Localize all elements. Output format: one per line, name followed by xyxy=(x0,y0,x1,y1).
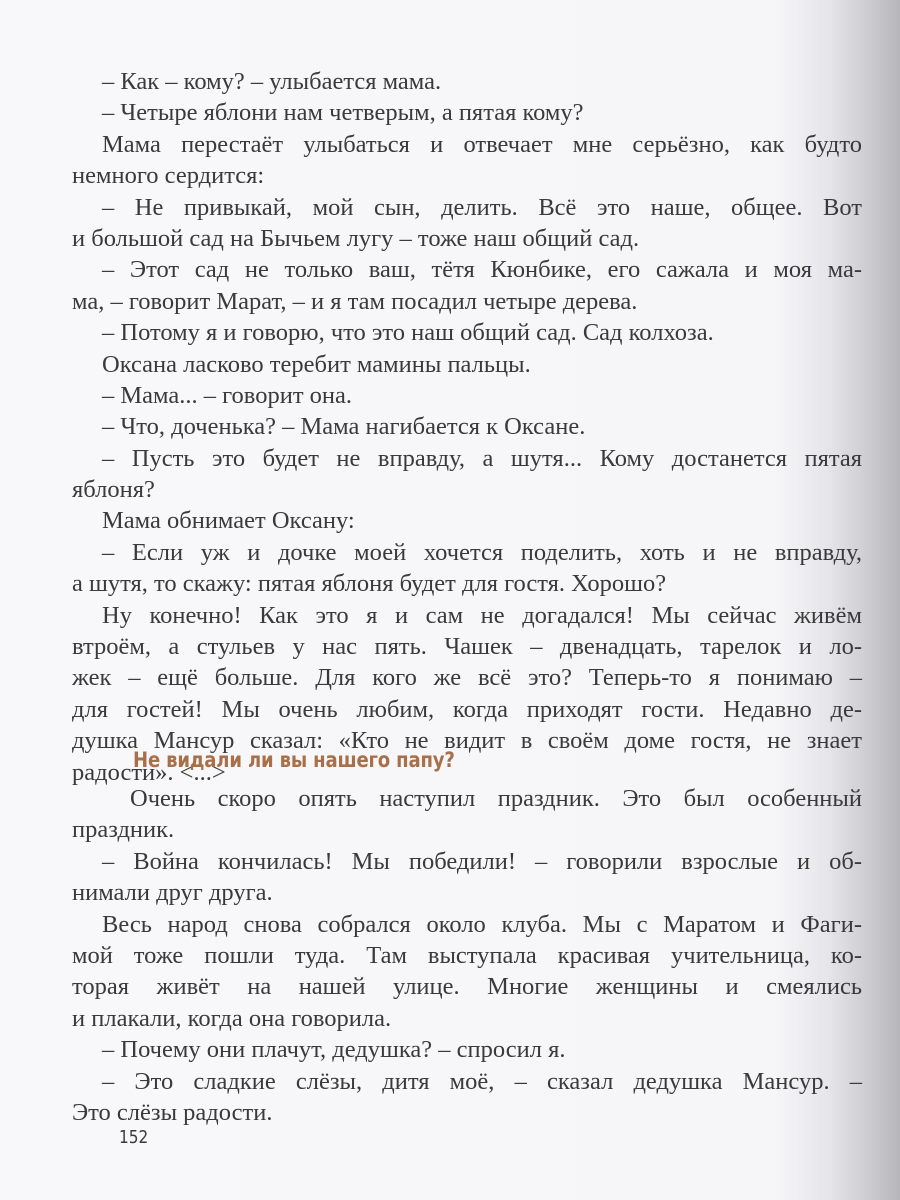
section-heading: Не видали ли вы нашего папу? xyxy=(133,748,455,772)
paragraph-line: Мама перестаёт улыбаться и отвечает мне серьёзно, как будто xyxy=(102,130,862,158)
paragraph-line: – Это сладкие слёзы, дитя моё, – сказал дедушка Мансур. – xyxy=(102,1067,862,1095)
paragraph-line: мой тоже пошли туда. Там выступала красивая учительница, ко- xyxy=(72,941,862,969)
paragraph-line: Оксана ласково теребит мамины пальцы. xyxy=(102,350,531,378)
paragraph-line: – Если уж и дочке моей хочется поделить, хоть и не вправду, xyxy=(102,538,862,566)
paragraph-line: душка Мансур сказал: «Кто не видит в своём доме гостя, не знает xyxy=(72,727,862,755)
paragraph-line: – Не привыкай, мой сын, делить. Всё это наше, общее. Вот xyxy=(102,193,862,221)
paragraph-line: – Пусть это будет не вправду, а шутя... Кому достанется пятая xyxy=(102,444,862,472)
paragraph-line: Мама обнимает Оксану: xyxy=(102,507,355,535)
paragraph-line: – Как – кому? – улыбается мама. xyxy=(102,68,442,95)
paragraph-line: Весь народ снова собрался около клуба. Мы с Маратом и Фаги- xyxy=(102,910,862,938)
paragraph-line: – Четыре яблони нам четверым, а пятая кому? xyxy=(102,99,584,127)
paragraph-line: ма, – говорит Марат, – и я там посадил четыре дерева. xyxy=(72,287,638,315)
paragraph-line: Это слёзы радости. xyxy=(72,1098,273,1126)
paragraph-line: яблоня? xyxy=(72,476,155,504)
paragraph-line: жек – ещё больше. Для кого же всё это? Теперь-то я понимаю – xyxy=(72,664,862,692)
paragraph-line: – Почему они плачут, дедушка? – спросил я. xyxy=(102,1036,566,1064)
paragraph-line: немного сердится: xyxy=(72,162,265,190)
paragraph-line: – Потому я и говорю, что это наш общий сад. Сад колхоза. xyxy=(102,319,714,347)
paragraph-line: – Мама... – говорит она. xyxy=(102,381,353,409)
paragraph-line: праздник. xyxy=(72,816,175,844)
paragraph-line: Очень скоро опять наступил праздник. Это был особенный xyxy=(130,785,862,812)
paragraph-line: втроём, а стульев у нас пять. Чашек – двенадцать, тарелок и ло- xyxy=(72,633,862,661)
paragraph-line: – Этот сад не только ваш, тётя Кюнбике, его сажала и моя ма- xyxy=(102,256,862,284)
paragraph-line: и плакали, когда она говорила. xyxy=(72,1004,392,1032)
section-1-text xyxy=(72,66,862,788)
paragraph-line: нимали друг друга. xyxy=(72,879,273,907)
paragraph-line: Ну конечно! Как это я и сам не догадался! Мы сейчас живём xyxy=(102,601,862,629)
paragraph-line: для гостей! Мы очень любим, когда приходят гости. Недавно де- xyxy=(72,695,862,723)
section-2-text xyxy=(72,783,862,1128)
paragraph-line: – Что, доченька? – Мама нагибается к Оксане. xyxy=(102,413,586,441)
paragraph-line: торая живёт на нашей улице. Многие женщины и смеялись xyxy=(72,973,862,1001)
paragraph-line: и большой сад на Бычьем лугу – тоже наш общий сад. xyxy=(72,224,640,252)
page-number: 152 xyxy=(119,1127,149,1148)
paragraph-line: – Война кончилась! Мы победили! – говорили взрослые и об- xyxy=(102,847,862,875)
paragraph-line: радости». <...> xyxy=(72,758,226,786)
paragraph-line: а шутя, то скажу: пятая яблоня будет для гостя. Хорошо? xyxy=(72,570,667,598)
